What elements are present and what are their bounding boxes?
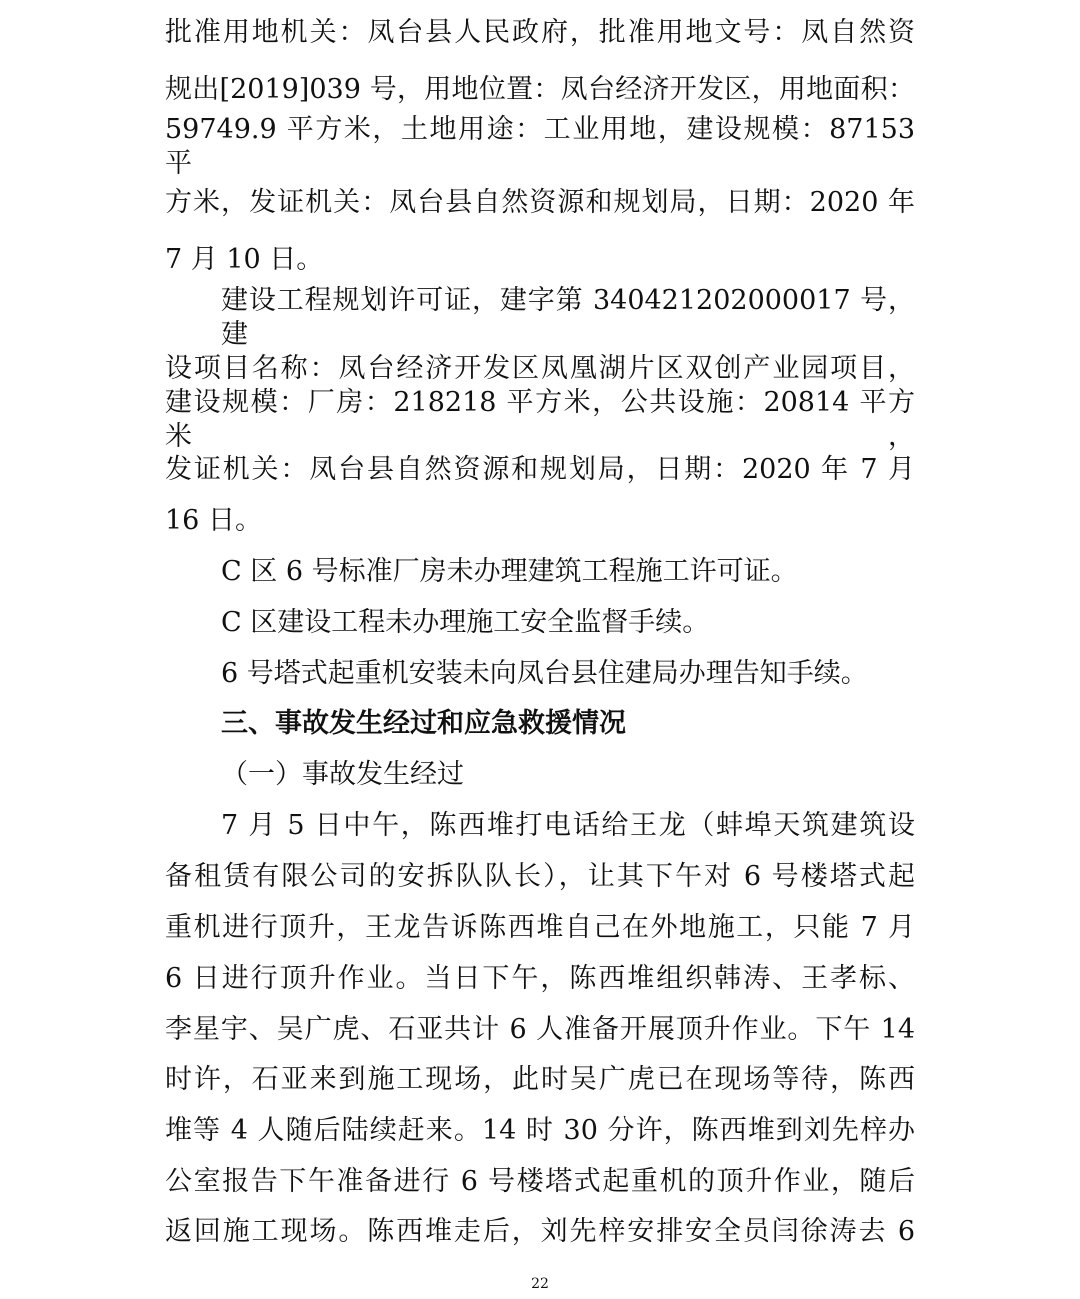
text-line: 6 日进行顶升作业。当日下午，陈西堆组织韩涛、王孝标、 xyxy=(165,963,915,994)
section-heading: 三、事故发生经过和应急救援情况 xyxy=(221,708,626,739)
text-line: 7 月 10 日。 xyxy=(165,244,324,275)
text-line: 方米，发证机关：凤台县自然资源和规划局，日期：2020 年 xyxy=(165,187,915,218)
text-line: 建设工程规划许可证，建字第 340421202000017 号，建 xyxy=(221,285,915,350)
text-line: 李星宇、吴广虎、石亚共计 6 人准备开展顶升作业。下午 14 xyxy=(165,1014,915,1045)
text-line: C 区 6 号标准厂房未办理建筑工程施工许可证。 xyxy=(221,556,798,587)
text-line: 发证机关：凤台县自然资源和规划局，日期：2020 年 7 月 xyxy=(165,454,915,485)
text-line: 规出[2019]039 号，用地位置：凤台经济开发区，用地面积： xyxy=(165,74,915,105)
text-line: 建设规模：厂房：218218 平方米，公共设施：20814 平方米， xyxy=(165,387,915,452)
text-line: 返回施工现场。陈西堆走后，刘先梓安排安全员闫徐涛去 6 xyxy=(165,1216,915,1247)
text-line: 16 日。 xyxy=(165,505,262,536)
subsection-heading: （一）事故发生经过 xyxy=(221,759,464,790)
text-line: 时许，石亚来到施工现场，此时吴广虎已在现场等待，陈西 xyxy=(165,1064,915,1095)
text-line: 59749.9 平方米，土地用途：工业用地，建设规模：87153 平 xyxy=(165,114,915,179)
text-line: 公室报告下午准备进行 6 号楼塔式起重机的顶升作业，随后 xyxy=(165,1166,915,1197)
text-line: 批准用地机关：凤台县人民政府，批准用地文号：凤自然资 xyxy=(165,17,915,48)
text-line: 备租赁有限公司的安拆队队长），让其下午对 6 号楼塔式起 xyxy=(165,861,915,892)
page-number: 22 xyxy=(531,1276,549,1292)
text-line: 设项目名称：凤台经济开发区凤凰湖片区双创产业园项目， xyxy=(165,353,915,384)
text-line: 6 号塔式起重机安装未向凤台县住建局办理告知手续。 xyxy=(221,658,868,689)
text-line: 堆等 4 人随后陆续赶来。14 时 30 分许，陈西堆到刘先梓办 xyxy=(165,1115,915,1146)
text-line: C 区建设工程未办理施工安全监督手续。 xyxy=(221,607,710,638)
text-line: 7 月 5 日中午，陈西堆打电话给王龙（蚌埠天筑建筑设 xyxy=(221,810,915,841)
text-line: 重机进行顶升，王龙告诉陈西堆自己在外地施工，只能 7 月 xyxy=(165,912,915,943)
